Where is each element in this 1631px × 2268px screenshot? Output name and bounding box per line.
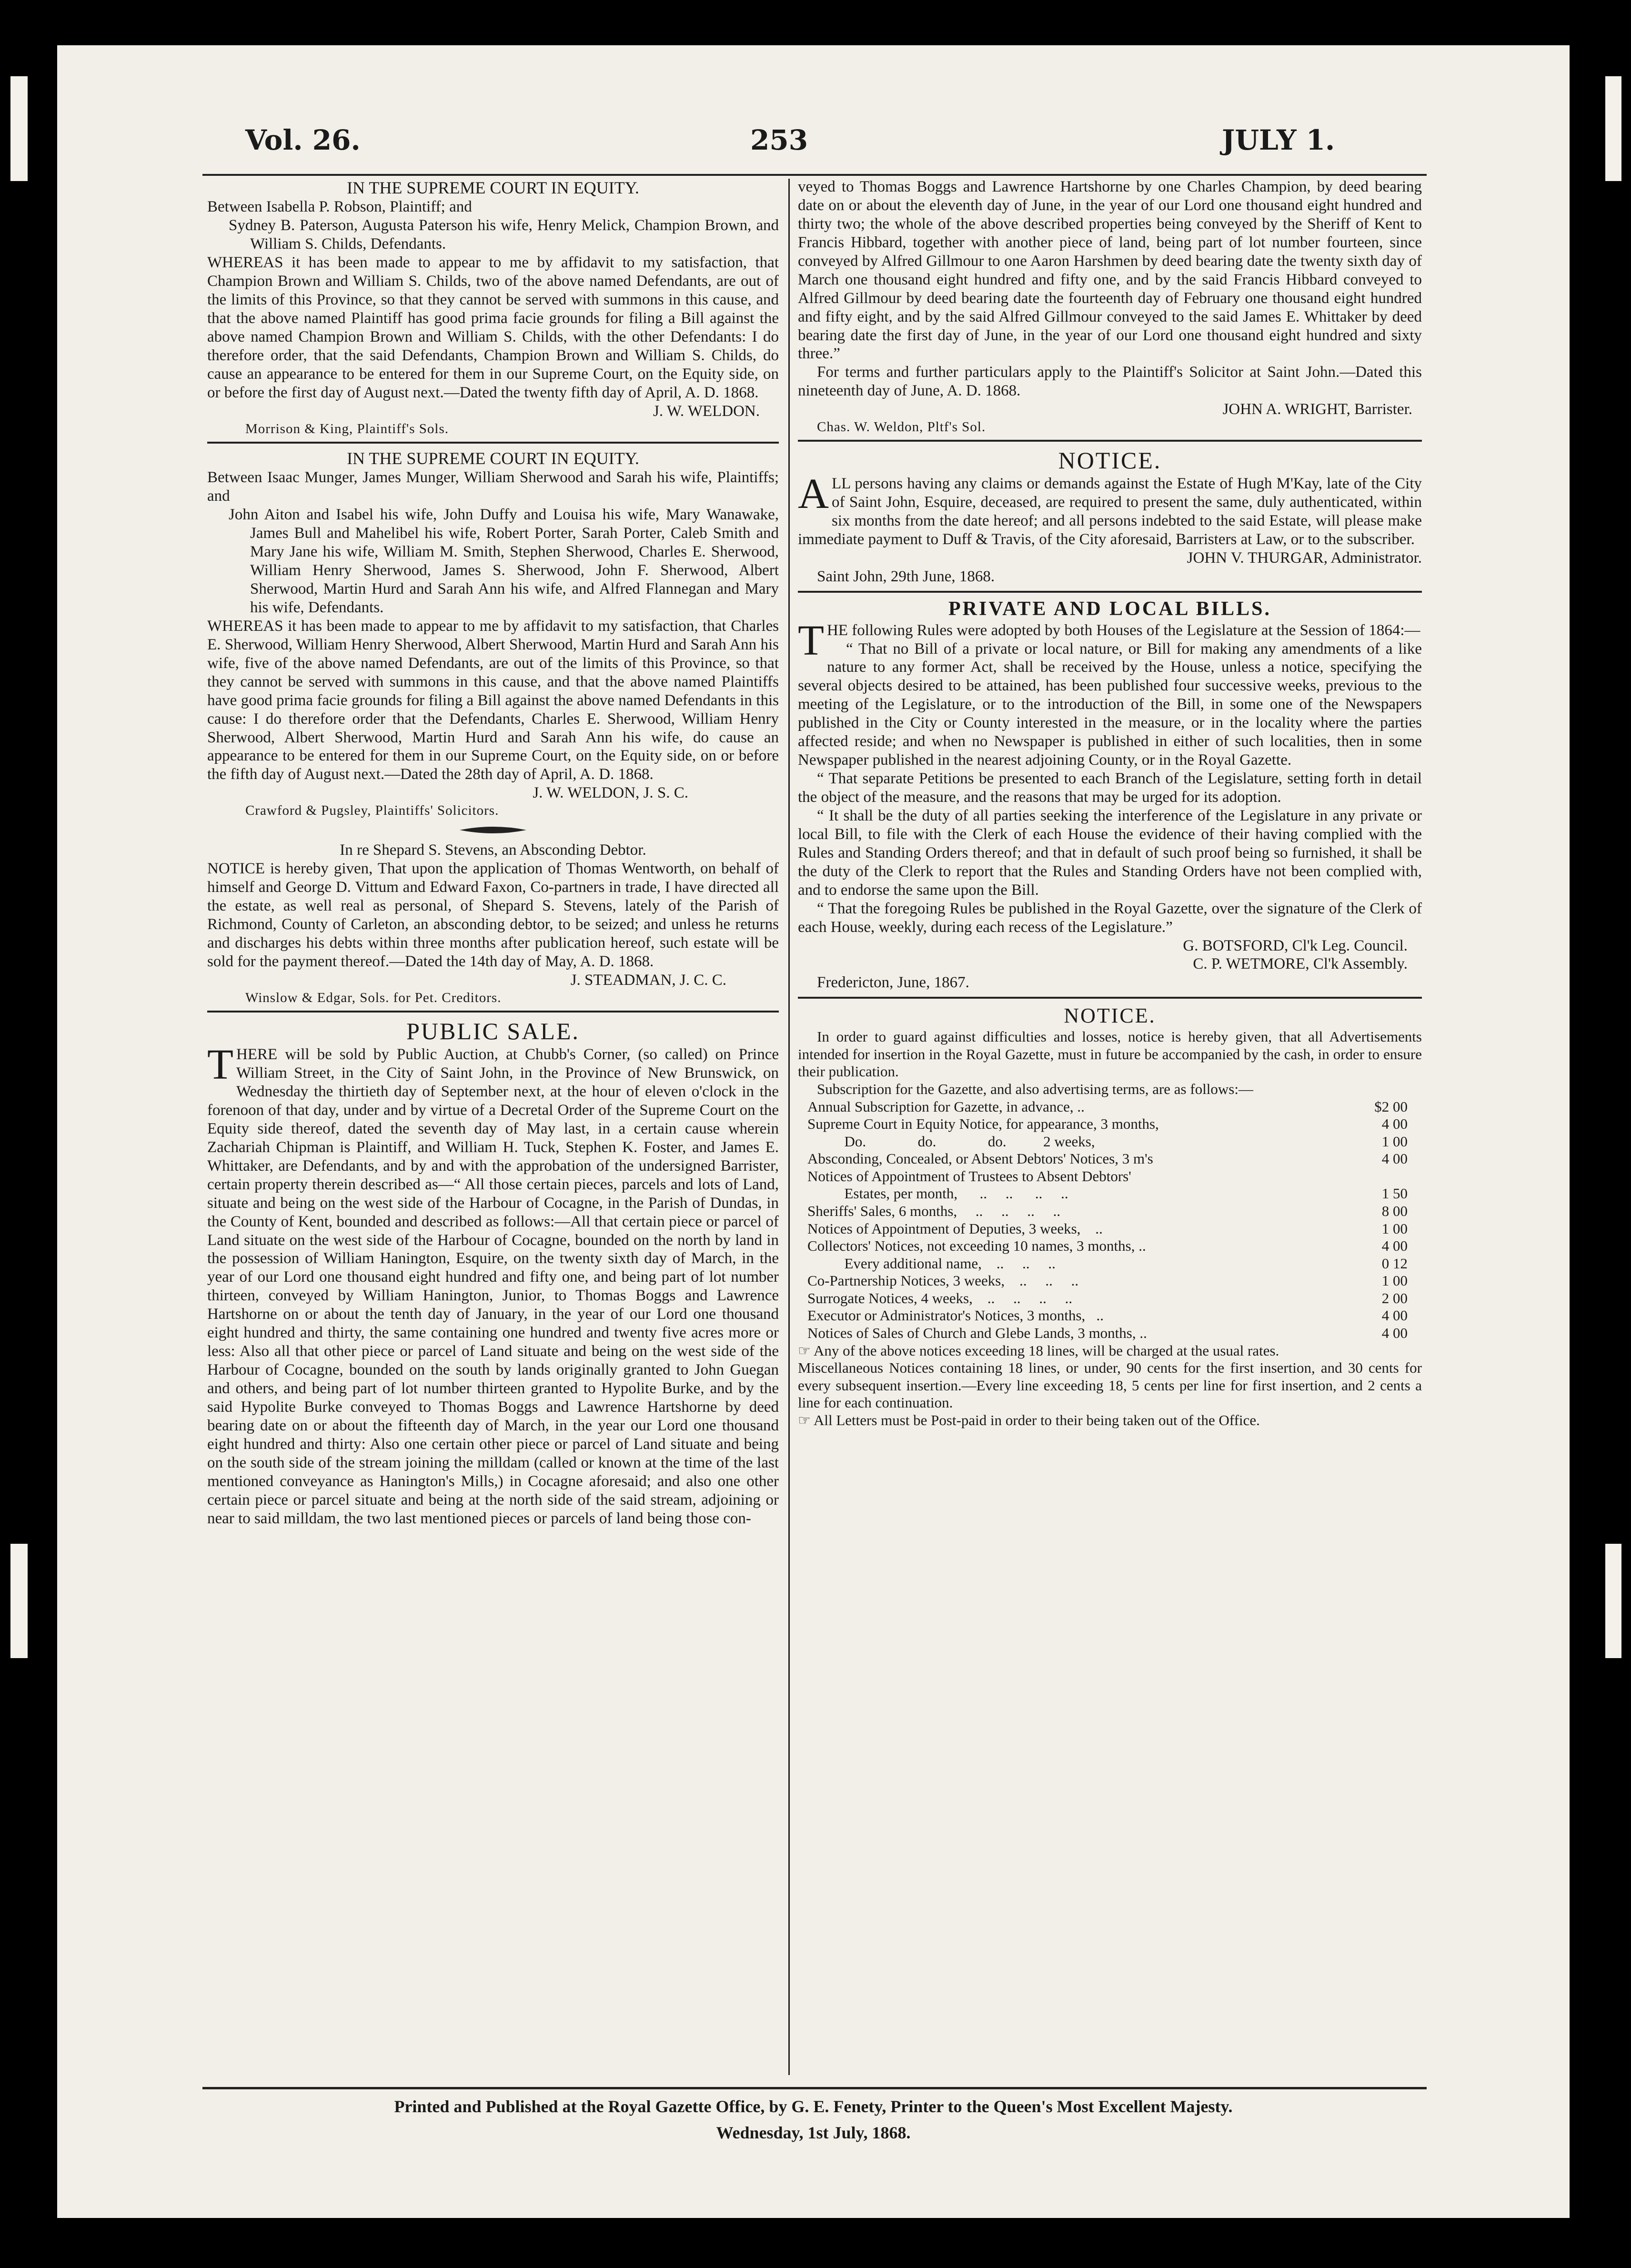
between-line: Between Isabella P. Robson, Plaintiff; and [207, 198, 472, 216]
rule-paragraph: “ That no Bill of a private or local nature, or Bill for making any amendments of a like nature to any former Act, shall be received by the House, unless a notice, specifying the several objects desired to be attained, has been published four successive weeks, previous to the meeting of the Legislature, or to the introduction of the Bill, in some one of the Newspapers published in the City or County interested in the measure, or in the locality where the parties affected reside; and when no Newspaper is published in either of such localities, then in some Newspaper published in the nearest adjoining County, or in the Royal Gazette. [798, 640, 1422, 769]
right-binding-tab [1605, 76, 1621, 181]
notice-title: NOTICE. [1058, 447, 1162, 474]
solicitors: Morrison & King, Plaintiff's Sols. [245, 421, 449, 436]
rates-table [798, 1098, 1422, 1342]
left-binding-tab [10, 76, 28, 181]
rate-row: Surrogate Notices, 4 weeks, .. .. .. .. 2 00 [807, 1289, 1408, 1306]
page-number: 253 [750, 124, 808, 156]
solicitors: Crawford & Pugsley, Plaintiffs' Solicitors. [245, 803, 499, 819]
rate-row: Every additional name, .. .. .. 0 12 [807, 1255, 1408, 1272]
right-column [798, 178, 1422, 1429]
rule-paragraph: “ That separate Petitions be presented to each Branch of the Legislature, setting forth in detail the object of the measure, and the reasons that may be urged for its adoption. [798, 770, 1422, 806]
volume-label: Vol. 26. [245, 124, 361, 156]
rate-row: Sheriffs' Sales, 6 months, .. .. .. .. 8 00 [807, 1203, 1408, 1220]
rate-row: Notices of Appointment of Deputies, 3 weeks, .. 1 00 [807, 1220, 1408, 1237]
rate-row: Supreme Court in Equity Notice, for appearance, 3 months, 4 00 [807, 1115, 1408, 1133]
signature: J. W. WELDON. [653, 402, 760, 420]
section-rule [798, 440, 1422, 442]
section-title: In re Shepard S. Stevens, an Absconding Debtor. [340, 841, 646, 859]
section-rule [798, 997, 1422, 999]
notice-title: NOTICE. [1064, 1004, 1156, 1028]
between-line: Between Isaac Munger, James Munger, William Sherwood and Sarah his wife, Plaintiffs; and [207, 469, 779, 505]
pointing-hand-icon: ☞ [798, 1412, 811, 1428]
misc-notices-note: Miscellaneous Notices containing 18 lines, or under, 90 cents for the first insertion, and 30 cents for every subsequent insertion.—Every line exceeding 18, 5 cents per line for first insertion, and 2 cents a line for each continuation. [798, 1359, 1422, 1411]
rate-row: Collectors' Notices, not exceeding 10 names, 3 months, .. 4 00 [807, 1237, 1408, 1255]
imprint-line: Printed and Published at the Royal Gazette Office, by G. E. Fenety, Printer to the Queen's Most Excellent Majesty. [394, 2097, 1233, 2116]
section-title: IN THE SUPREME COURT IN EQUITY. [347, 178, 639, 197]
section-title: IN THE SUPREME COURT IN EQUITY. [347, 448, 639, 468]
notice-body: In order to guard against difficulties and losses, notice is hereby given, that all Advertisements intended for insertion in the Royal Gazette, must in future be accompanied by the cash, in order to ensure their publication. [798, 1028, 1422, 1080]
section-title: PRIVATE AND LOCAL BILLS. [948, 598, 1271, 620]
left-column [207, 178, 779, 1528]
left-binding-tab [10, 1544, 28, 1658]
section-rule [207, 1011, 779, 1012]
rate-row: Estates, per month, .. .. .. .. 1 50 [807, 1185, 1408, 1202]
public-sale-continued: veyed to Thomas Boggs and Lawrence Hartshorne by one Charles Champion, by deed bearing date on or about the eleventh day of June, in the year of our Lord one thousand eight hundred and thirty two; the whole of the above described properties being conveyed by the Sheriff of Kent to Francis Hibbard, together with another piece of land, being part of lot number fourteen, since conveyed by Alfred Gillmour to one Aaron Harshmen by deed bearing date the twenty sixth day of March one thousand eight hundred and fifty one, and by the said Francis Hibbard conveyed to Alfred Gillmour by deed bearing date the fourteenth day of February one thousand eight hundred and fifty eight, and by the said Alfred Gillmour conveyed to the said James E. Whittaker by deed bearing date the first day of June, in the year of our Lord one thousand eight hundred and sixty three.” [798, 178, 1422, 363]
signature: J. W. WELDON, J. S. C. [533, 784, 688, 802]
section-title: PUBLIC SALE. [406, 1018, 580, 1045]
footer-rule [202, 2087, 1427, 2089]
ornament-divider [207, 821, 779, 840]
rate-row: Notices of Appointment of Trustees to Absent Debtors' [807, 1167, 1131, 1185]
rate-row: Co-Partnership Notices, 3 weeks, .. .. .. 1 00 [807, 1272, 1408, 1289]
postage-note-text: All Letters must be Post-paid in order to their being taken out of the Office. [813, 1411, 1260, 1428]
rules-intro: THE following Rules were adopted by both Houses of the Legislature at the Session of 1864:— [798, 617, 1420, 664]
parties: John Aiton and Isabel his wife, John Duffy and Louisa his wife, Mary Wanawake, James Bull and Mahelibel his wife, Robert Porter, Sarah Porter, Caleb Smith and Mary Jane his wife, William M. Smith, Stephen Sherwood, Charles E. Sherwood, William Henry Sherwood, James S. Sherwood, John F. Sherwood, Albert Sherwood, Martin Hurd and Sarah Ann his wife, and Alfred Flannegan and Mary his wife, Defendants. [229, 506, 779, 616]
signature: J. STEADMAN, J. C. C. [570, 972, 726, 989]
section-rule [207, 442, 779, 444]
signature: C. P. WETMORE, Cl'k Assembly. [1193, 955, 1408, 973]
solicitors: Winslow & Edgar, Sols. for Pet. Creditors. [245, 990, 502, 1005]
solicitors: Chas. W. Weldon, Pltf's Sol. [817, 419, 986, 435]
signature: JOHN A. WRIGHT, Barrister. [1222, 401, 1412, 418]
column-divider [788, 179, 790, 2075]
header-rule [202, 174, 1427, 176]
rate-row: Notices of Sales of Church and Glebe Lands, 3 months, .. 4 00 [807, 1325, 1408, 1342]
rate-row: Executor or Administrator's Notices, 3 months, .. 4 00 [807, 1307, 1408, 1324]
issue-date: JULY 1. [1222, 124, 1335, 156]
rate-row: Absconding, Concealed, or Absent Debtors' Notices, 3 m's 4 00 [807, 1150, 1408, 1167]
rule-paragraph: “ It shall be the duty of all parties seeking the interference of the Legislature in any private or local Bill, to file with the Clerk of each House the evidence of their having complied with the Rules and Standing Orders thereof; and that in default of such proof being so furnished, it shall be the duty of the Clerk to report that the Rules and Standing Orders have not been complied with, and to endorse the same upon the Bill. [798, 807, 1422, 899]
public-sale-terms: For terms and further particulars apply to the Plaintiff's Solicitor at Saint John.—Dated this nineteenth day of June, A. D. 1868. [798, 364, 1422, 400]
notice-date: Saint John, 29th June, 1868. [817, 568, 995, 586]
notice-body: ALL persons having any claims or demands against the Estate of Hugh M'Kay, late of the City of Saint John, Esquire, deceased, are required to present the same, duly authenticated, within six months from the date hereof; and all persons indebted to the said Estate, will please make immediate payment to Duff & Travis, of the City aforesaid, Barristers at Law, or to the subscriber. [798, 470, 1422, 548]
postage-note [798, 1412, 1422, 1429]
notice-body: WHEREAS it has been made to appear to me by affidavit to my satisfaction, that Champion Brown and William S. Childs, two of the above named Defendants, are out of the limits of this Province, so that they cannot be served with summons in this cause, and that the above named Plaintiff has good prima facie grounds for filing a Bill against the above named Champion Brown and William S. Childs, with the other Defendants: I do therefore order, that the said Defendants, Champion Brown and William S. Childs, do cause an appearance to be entered for them in our Supreme Court, on the Equity side, on or before the first day of August next.—Dated the twenty fifth day of April, A. D. 1868. [207, 254, 779, 401]
signature: JOHN V. THURGAR, Administrator. [1187, 549, 1422, 567]
pointing-hand-icon: ☞ [798, 1343, 811, 1359]
section-rule [798, 591, 1422, 593]
notice-body: Subscription for the Gazette, and also advertising terms, are as follows:— [817, 1080, 1253, 1097]
rate-row: Do. do. do. 2 weeks, 1 00 [807, 1133, 1408, 1150]
notice-body: WHEREAS it has been made to appear to me by affidavit to my satisfaction, that Charles E. Sherwood, William Henry Sherwood, Albert Sherwood, Martin Hurd and Sarah Ann his wife, five of the above named Defendants, are out of the limits of this Province, so that they cannot be served with summons in this cause, and that the above named Plaintiffs have good prima facie grounds for filing a Bill against the above named Defendants in this cause: I do therefore order that the Defendants, Charles E. Sherwood, William Henry Sherwood, Albert Sherwood, Martin Hurd and Sarah Ann his wife, do cause an appearance to be entered for them in our Supreme Court, on the Equity side, on or before the fifth day of August next.—Dated the 28th day of April, A. D. 1868. [207, 617, 779, 783]
right-binding-tab [1605, 1544, 1621, 1658]
signature: G. BOTSFORD, Cl'k Leg. Council. [1183, 937, 1408, 954]
public-sale-body: THERE will be sold by Public Auction, at Chubb's Corner, (so called) on Prince William Street, in the City of Saint John, in the Province of New Brunswick, on Wednesday the thirtieth day of September next, at the hour of eleven o'clock in the forenoon of that day, under and by virtue of a Decretal Order of the Supreme Court on the Equity side thereof, dated the seventh day of May last, in a certain cause wherein Zachariah Chipman is Plaintiff, and William H. Tuck, Stephen K. Foster, and James E. Whittaker, are Defendants, and by and with the approbation of the undersigned Barrister, certain property therein described as—“ All those certain pieces, parcels and lots of Land, situate and being on the west side of the Harbour of Cocagne, in the Parish of Dundas, in the County of Kent, bounded and described as follows:—All that certain piece or parcel of Land situate on the west side of the Harbour of Cocagne, bounded on the north by land in the possession of William Hanington, Esquire, on the twenty sixth day of March, in the year of our Lord one thousand eight hundred and fifty one, and being part of lot number thirteen, conveyed by William Hanington, Junior, to Thomas Boggs and Lawrence Hartshorne on or about the tenth day of January, in the year of our Lord one thousand eight hundred and thirty, the same containing one hundred and twenty five acres more or less: Also all that other piece or parcel of Land situate and being on the west side of the Harbour of Cocagne, bounded on the south by lands originally granted to John Guegan and others, and being part of lot number thirteen granted to Hypolite Burke, and by the said Hypolite Burke conveyed to Thomas Boggs and Lawrence Hartshorne by deed bearing date on or about the fifteenth day of March, in the year our Lord one thousand eight hundred and thirty: Also one certain other piece or parcel of Land situate and being on the south side of the stream joining the milldam (called or known at the time of the last mentioned conveyance as Hanington's Mills,) in Cocagne aforesaid; and also one other certain piece or parcel situate and being at the north side of the said stream, adjoining or near to said milldam, the two last mentioned pieces or parcels of land being those con- [207, 1041, 779, 1527]
parties: Sydney B. Paterson, Augusta Paterson his wife, Henry Melick, Champion Brown, and William S. Childs, Defendants. [229, 217, 779, 253]
notice-body: NOTICE is hereby given, That upon the application of Thomas Wentworth, on behalf of himself and George D. Vittum and Edward Faxon, Co-partners in trade, I have directed all the estate, as well real as personal, of Shepard S. Stevens, lately of the Parish of Richmond, County of Carleton, an absconding debtor, to be seized; and unless he returns and discharges his debts within three months after publication hereof, such estate will be sold for the payment thereof.—Dated the 14th day of May, A. D. 1868. [207, 860, 779, 971]
imprint-date: Wednesday, 1st July, 1868. [716, 2123, 911, 2142]
rates-note-text: Any of the above notices exceeding 18 lines, will be charged at the usual rates. [813, 1342, 1279, 1359]
rule-paragraph: “ That the foregoing Rules be published in the Royal Gazette, over the signature of the Clerk of each House, weekly, during each recess of the Legislature.” [798, 900, 1422, 936]
rates-note [798, 1342, 1422, 1360]
newspaper-page [57, 45, 1570, 2218]
rate-row: Annual Subscription for Gazette, in advance, .. $2 00 [807, 1098, 1408, 1115]
notice-date: Fredericton, June, 1867. [817, 974, 969, 992]
